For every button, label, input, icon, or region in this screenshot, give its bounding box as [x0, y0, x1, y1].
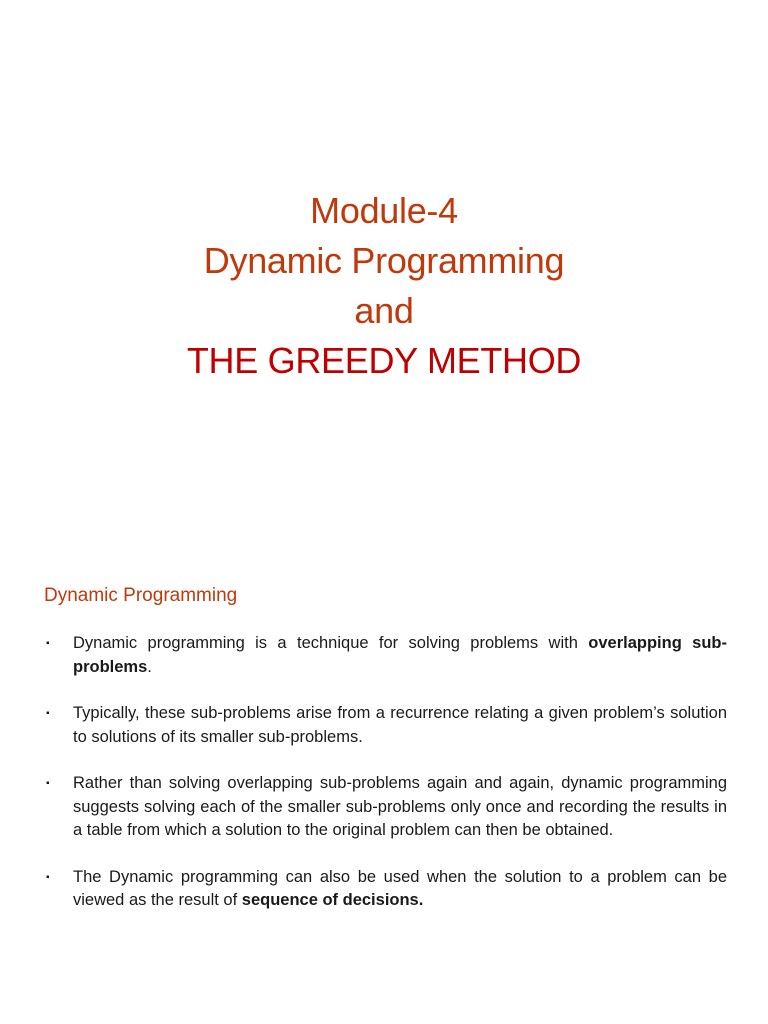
and-title: and [354, 290, 414, 331]
title-block [0, 186, 768, 386]
bullet-text: Rather than solving overlapping sub-problems again and again, dynamic programming suggests solving each of the smaller sub-problems only once and recording the results in a table from which a solution to the original problem can then be obtained. [73, 774, 727, 839]
bullet-icon: ▪ [46, 638, 50, 649]
section-heading: Dynamic Programming [44, 585, 238, 606]
bullet-bold-text: overlapping sub-problems [73, 634, 727, 676]
dynamic-programming-title: Dynamic Programming [203, 240, 565, 281]
bullet-bold-text: sequence of decisions. [241, 891, 424, 909]
bullet-text: The Dynamic programming can also be used when the solution to a problem can be viewed as the result of [73, 867, 727, 909]
greedy-method-title: THE GREEDY METHOD [186, 340, 582, 381]
list-item [44, 772, 727, 843]
bullet-list [44, 632, 727, 936]
list-item [44, 632, 727, 679]
list-item [44, 702, 727, 749]
bullet-icon: ▪ [46, 778, 50, 789]
bullet-text-after: . [147, 657, 152, 676]
bullet-text: Typically, these sub-problems arise from a recurrence relating a given problem’s solution to solutions of its smaller sub-problems. [73, 704, 727, 746]
bullet-icon: ▪ [46, 708, 50, 719]
bullet-icon: ▪ [46, 871, 50, 883]
module-title: Module-4 [310, 190, 458, 231]
bullet-text: Dynamic programming is a technique for solving problems with [73, 634, 589, 652]
list-item [44, 866, 727, 913]
